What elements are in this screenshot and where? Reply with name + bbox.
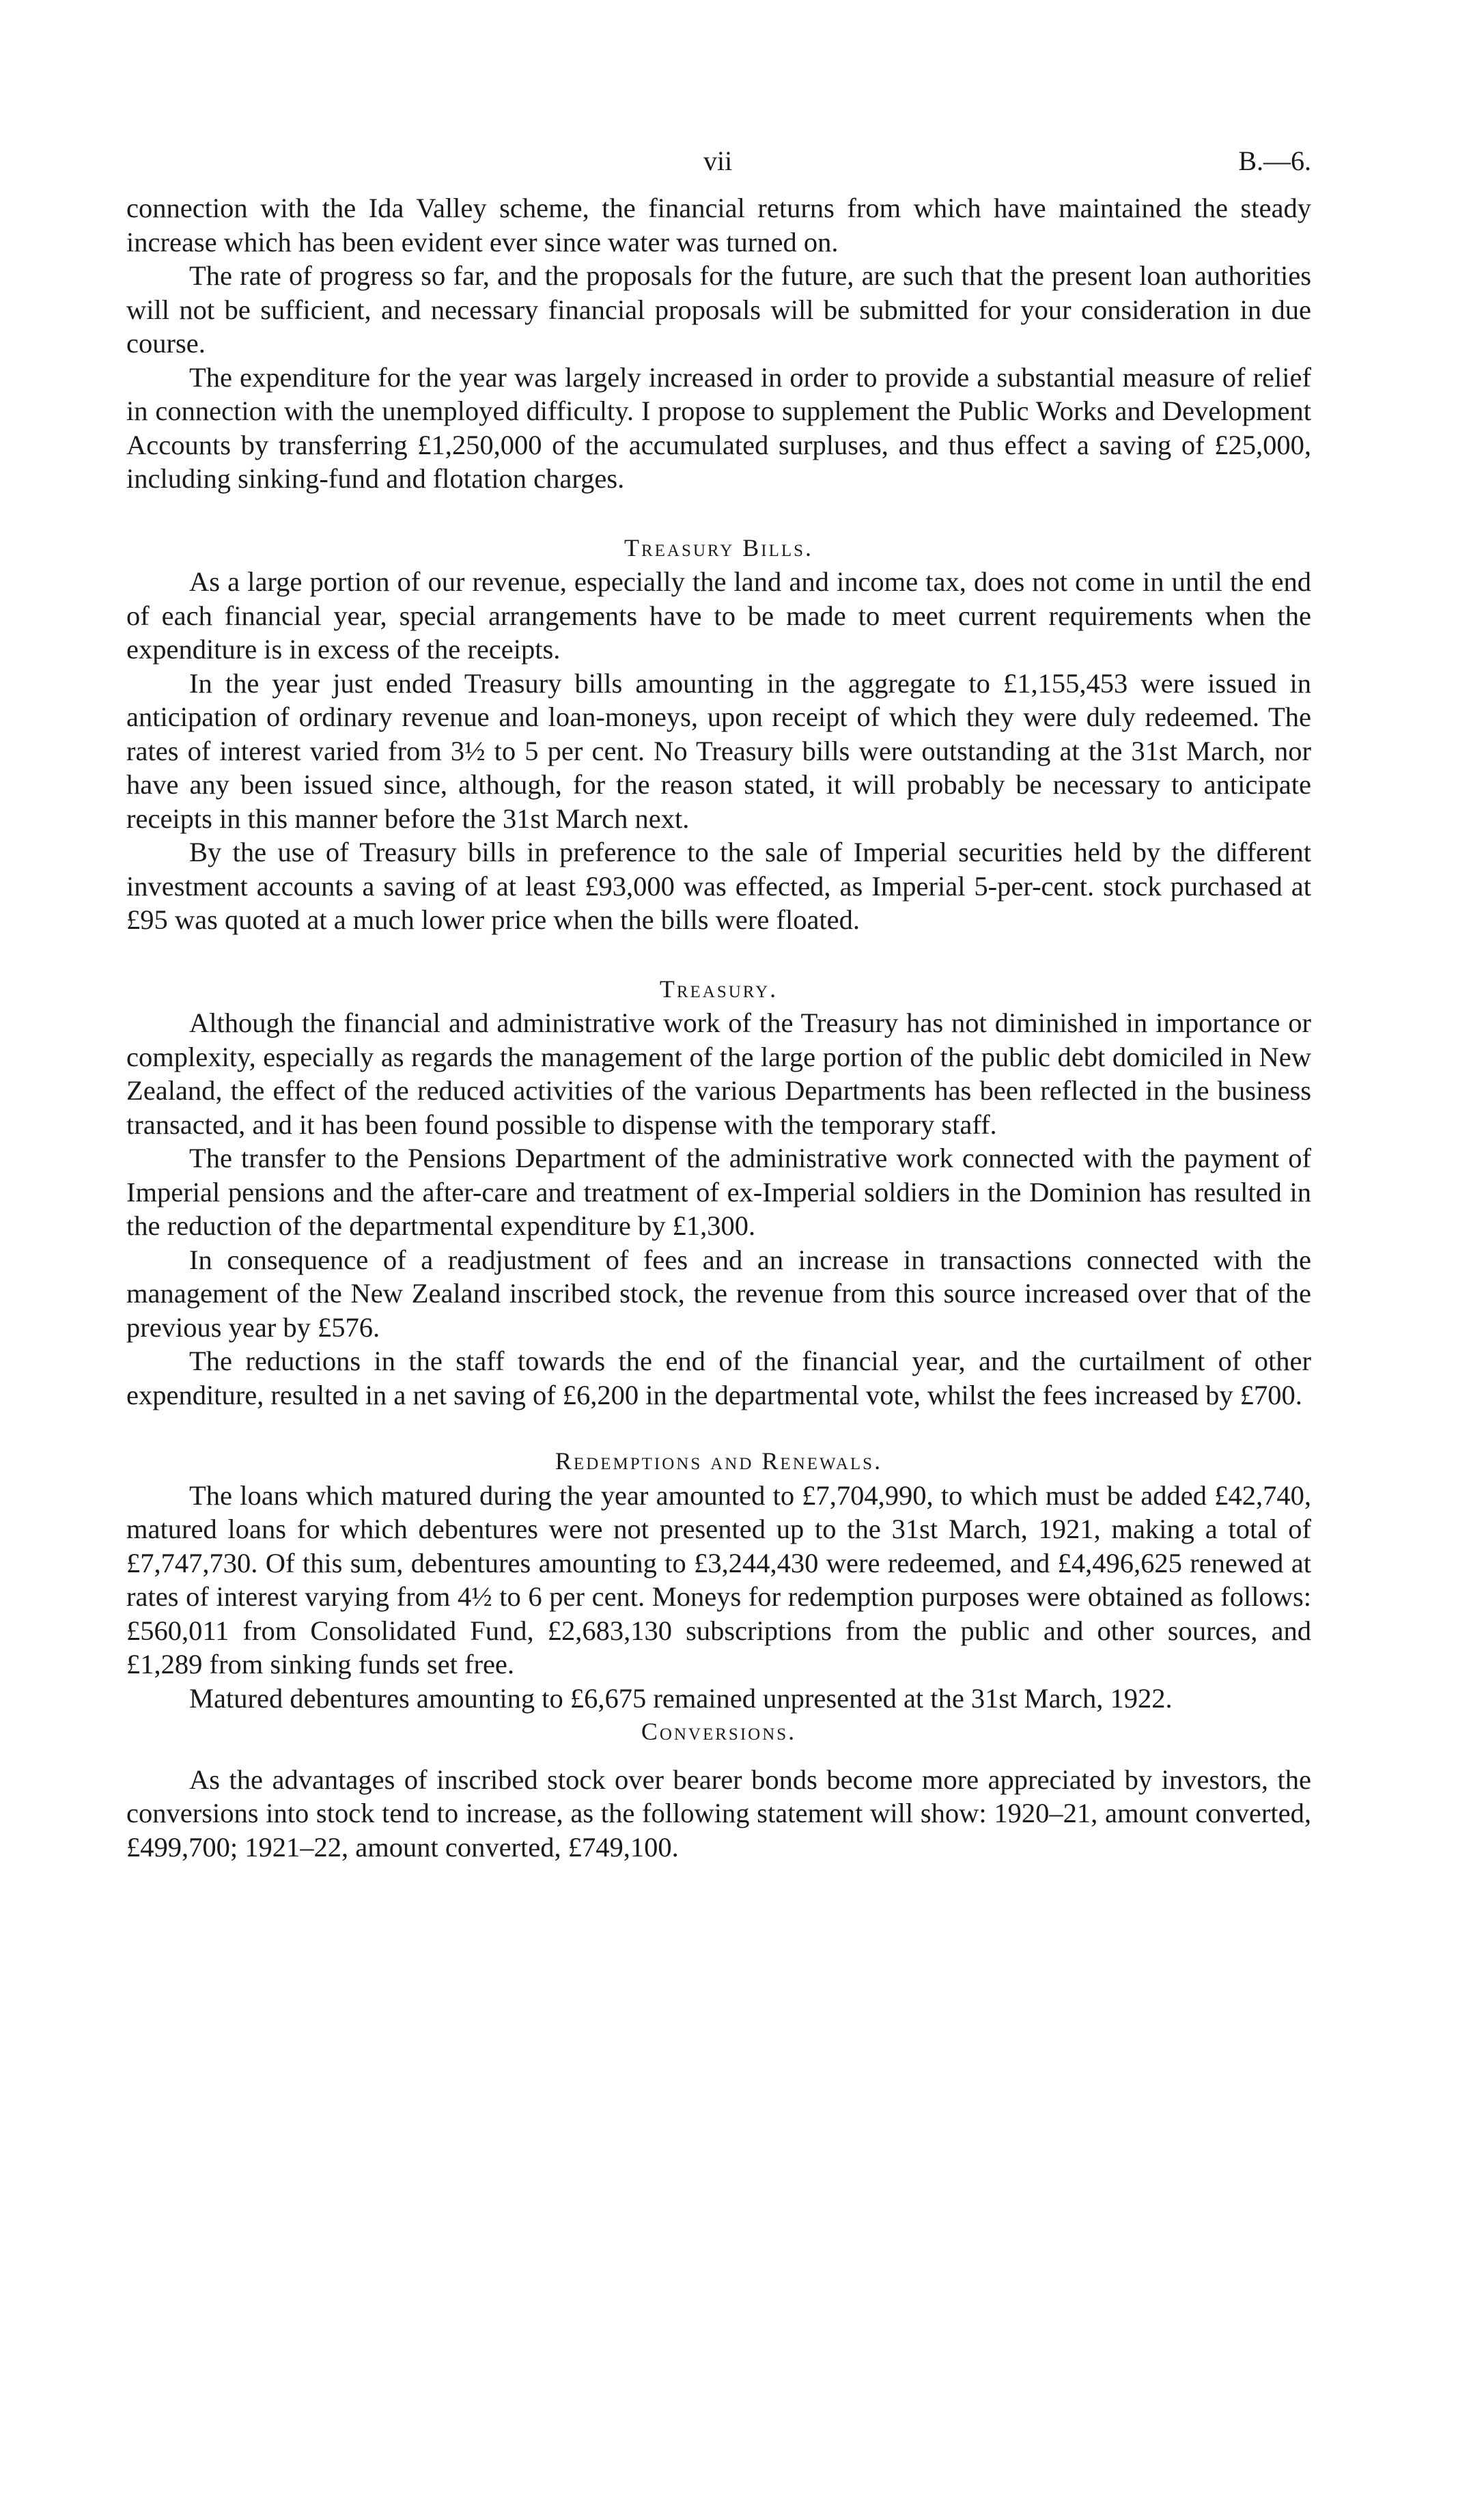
page-header [126,137,1311,191]
treasury-bills-heading: Treasury Bills. [624,533,814,561]
conversions-section [126,1715,1311,1864]
conversions-heading: Conversions. [641,1718,797,1745]
treasury-bills-paragraph-2: In the year just ended Treasury bills amounting in the aggregate to £1,155,453 were issued in anticipation of ordinary revenue and loan-moneys, upon receipt of which they were duly redeemed. The rates of interest varied from 3½ to 5 per cent. No Treasury bills were outstanding at the 31st March, nor have any been issued since, although, for the reason stated, it will probably be necessary to anticipate receipts in this manner before the 31st March next. [126,667,1311,834]
redemptions-paragraph-2: Matured debentures amounting to £6,675 remained unpresented at the 31st March, 1922. [189,1682,1173,1714]
intro-paragraph-2: The rate of progress so far, and the proposals for the future, are such that the present loan authorities will not be sufficient, and necessary financial proposals will be submitted for your consideration in due course. [126,260,1311,359]
page-number: vii [703,145,733,176]
treasury-section [126,973,1311,1412]
conversions-paragraph-1: As the advantages of inscribed stock over bearer bonds become more appreciated by investors, the conversions into stock tend to increase, as the following statement will show: 1920–21, amount converted, £499,700; 1921–22, amount converted, £749,100. [126,1764,1311,1863]
document-page [126,137,1311,1864]
treasury-bills-paragraph-3: By the use of Treasury bills in preference to the sale of Imperial securities held by the different investment accounts a saving of at least £93,000 was effected, as Imperial 5-per-cent. stock purchased at £95 was quoted at a much lower price when the bills were floated. [126,837,1311,935]
intro-paragraph-1: connection with the Ida Valley scheme, the financial returns from which have maintained the steady increase which has been evident ever since water was turned on. [126,193,1311,257]
treasury-paragraph-2: The transfer to the Pensions Department of the administrative work connected with the payment of Imperial pensions and the after-care and treatment of ex-Imperial soldiers in the Dominion has resulted in the reduction of the departmental expenditure by £1,300. [126,1143,1311,1241]
redemptions-heading: Redemptions and Renewals. [555,1447,883,1475]
redemptions-section [126,1445,1311,1715]
treasury-paragraph-1: Although the financial and administrative work of the Treasury has not diminished in importance or complexity, especially as regards the management of the large portion of the public debt domiciled in New Zealand, the effect of the reduced activities of the various Departments has been reflected in the business transacted, and it has been found possible to dispense with the temporary staff. [126,1007,1311,1140]
document-reference: B.—6. [1238,145,1311,176]
treasury-paragraph-3: In consequence of a readjustment of fees and an increase in transactions connected with the management of the New Zealand inscribed stock, the revenue from this source increased over that of the previous year by £576. [126,1244,1311,1343]
treasury-bills-section [126,531,1311,937]
treasury-heading: Treasury. [659,975,779,1003]
redemptions-paragraph-1: The loans which matured during the year amounted to £7,704,990, to which must be added £42,740, matured loans for which debentures were not presented up to the 31st March, 1921, making a total of £7,747,730. Of this sum, debentures amounting to £3,244,430 were redeemed, and £4,496,625 renewed at rates of interest varying from 4½ to 6 per cent. Moneys for redemption purposes were obtained as follows: £560,011 from Consolidated Fund, £2,683,130 subscriptions from the public and other sources, and £1,289 from sinking funds set free. [126,1479,1311,1680]
intro-section [126,191,1311,496]
treasury-bills-paragraph-1: As a large portion of our revenue, especially the land and income tax, does not come in until the end of each financial year, special arrangements have to be made to meet current requirements when the expenditure is in excess of the receipts. [126,566,1311,665]
intro-paragraph-3: The expenditure for the year was largely increased in order to provide a substantial measure of relief in connection with the unemployed difficulty. I propose to supplement the Public Works and Development Accounts by transferring £1,250,000 of the accumulated surpluses, and thus effect a saving of £25,000, including sinking-fund and flotation charges. [126,361,1311,494]
treasury-paragraph-4: The reductions in the staff towards the end of the financial year, and the curtailment of other expenditure, resulted in a net saving of £6,200 in the departmental vote, whilst the fees increased by £700. [126,1346,1311,1410]
